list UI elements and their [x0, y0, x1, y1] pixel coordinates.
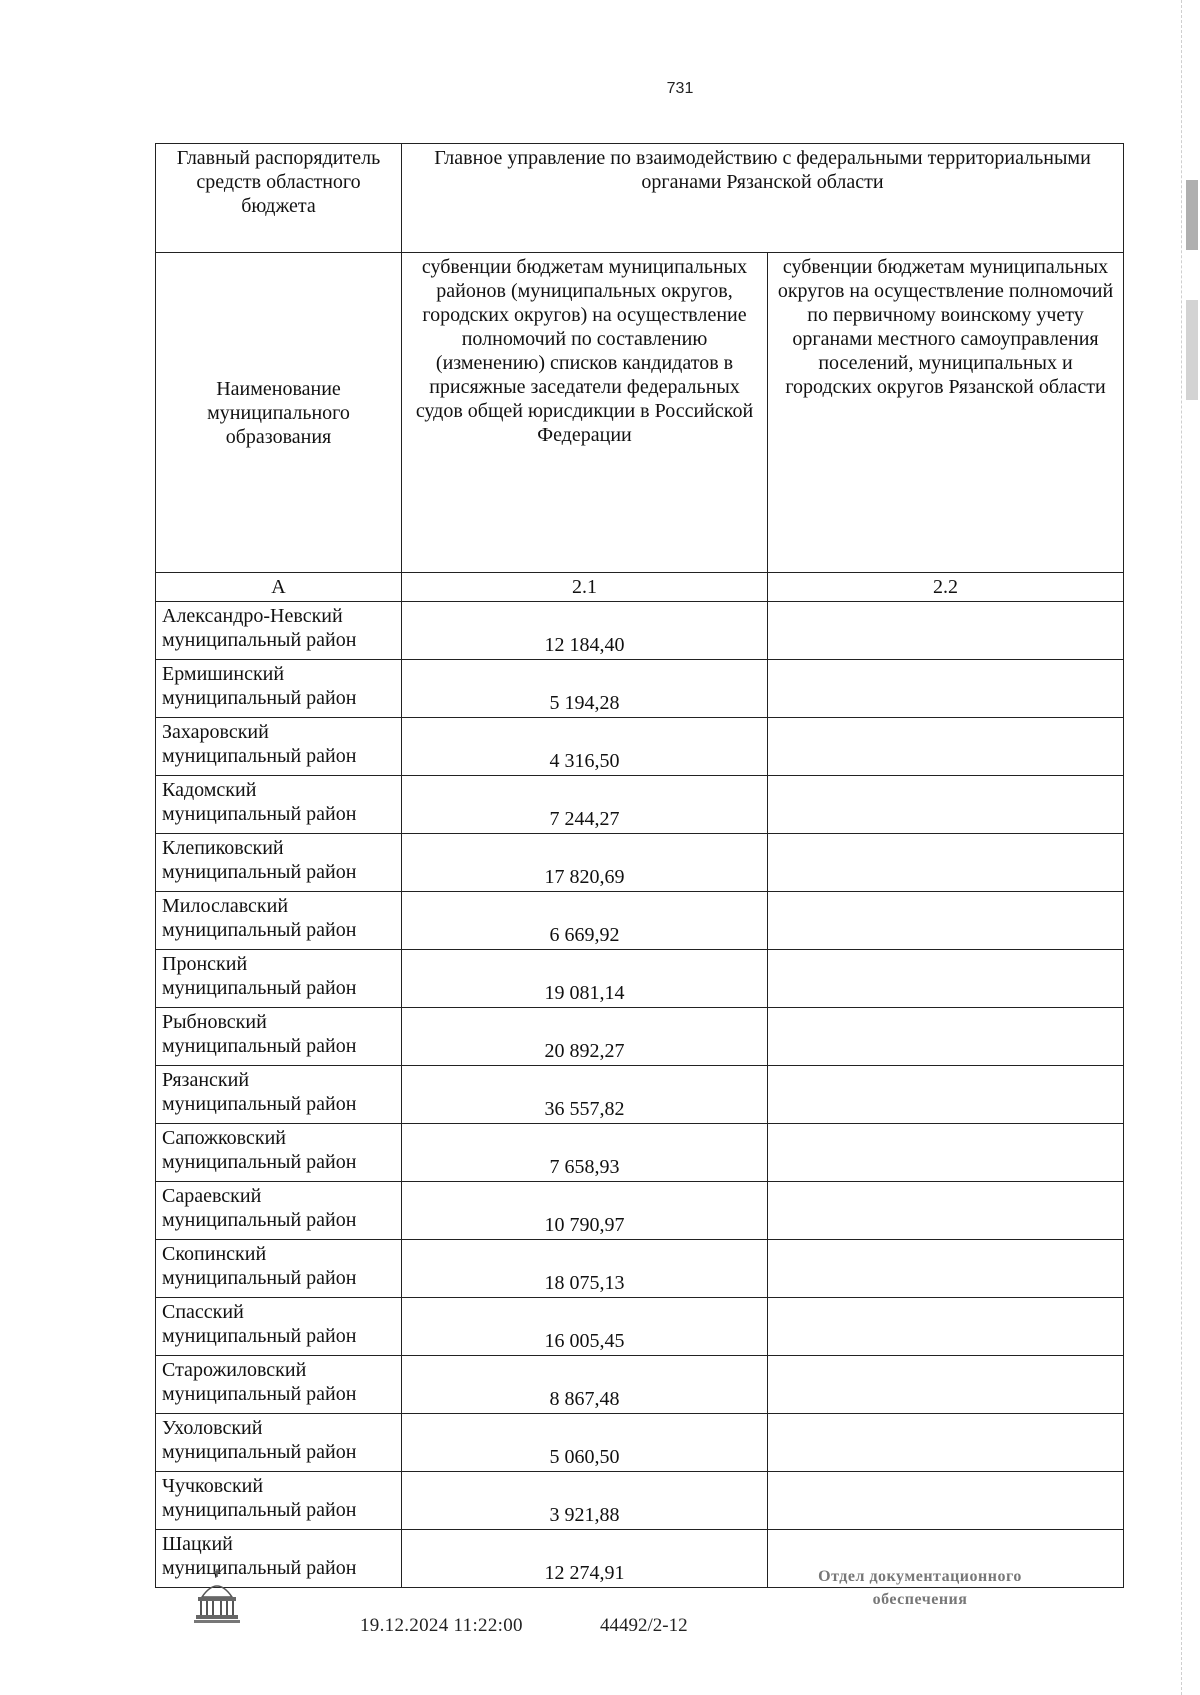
municipality-name-line1: Захаровский — [162, 721, 269, 743]
municipality-name — [156, 950, 402, 1008]
municipality-name-line1: Сараевский — [162, 1185, 262, 1207]
department-stamp-line2: обеспечения — [872, 1591, 968, 1609]
department-stamp — [760, 1565, 1080, 1611]
municipality-name — [156, 660, 402, 718]
value-2-2 — [768, 718, 1124, 776]
budget-table — [155, 143, 1124, 1588]
municipality-name-line1: Милославский — [162, 895, 289, 917]
value-2-1: 5 060,50 — [402, 1414, 768, 1472]
value-2-1: 12 184,40 — [402, 602, 768, 660]
value-2-1: 4 316,50 — [402, 718, 768, 776]
scan-mark — [1186, 300, 1198, 400]
municipality-name-line1: Рязанский — [162, 1069, 250, 1091]
municipality-name-line2: муниципальный район — [162, 1035, 357, 1057]
table-row — [156, 718, 1124, 776]
table-row — [156, 1240, 1124, 1298]
municipality-name-line2: муниципальный район — [162, 1383, 357, 1405]
value-2-1: 36 557,82 — [402, 1066, 768, 1124]
header-row-sub — [156, 253, 1124, 573]
value-2-1: 16 005,45 — [402, 1298, 768, 1356]
municipality-name — [156, 1240, 402, 1298]
municipality-name — [156, 1472, 402, 1530]
municipality-name-line1: Скопинский — [162, 1243, 267, 1265]
value-2-1: 17 820,69 — [402, 834, 768, 892]
department-stamp-line1: Отдел документационного — [818, 1568, 1022, 1585]
value-2-1: 10 790,97 — [402, 1182, 768, 1240]
municipality-name-line2: муниципальный район — [162, 1441, 357, 1463]
municipality-name-line1: Пронский — [162, 953, 248, 975]
value-2-2 — [768, 1472, 1124, 1530]
municipality-name-line2: муниципальный район — [162, 919, 357, 941]
scan-mark — [1186, 180, 1198, 250]
municipality-name-line1: Чучковский — [162, 1475, 264, 1497]
municipality-name — [156, 1066, 402, 1124]
municipality-name-line2: муниципальный район — [162, 745, 357, 767]
municipality-name-line2: муниципальный район — [162, 629, 357, 651]
table-row — [156, 950, 1124, 1008]
municipality-name-line2: муниципальный район — [162, 687, 357, 709]
municipality-name-line1: Старожиловский — [162, 1359, 307, 1381]
table-row — [156, 1008, 1124, 1066]
table-row — [156, 892, 1124, 950]
value-2-1: 12 274,91 — [402, 1530, 768, 1588]
municipality-name — [156, 776, 402, 834]
municipality-name-line2: муниципальный район — [162, 1209, 357, 1231]
code-a: А — [156, 573, 402, 602]
municipality-name-line1: Сапожковский — [162, 1127, 287, 1149]
value-2-1: 18 075,13 — [402, 1240, 768, 1298]
table-row — [156, 834, 1124, 892]
header-row-main — [156, 144, 1124, 253]
value-2-2 — [768, 602, 1124, 660]
municipality-name-line1: Клепиковский — [162, 837, 284, 859]
municipality-name — [156, 1124, 402, 1182]
table-body — [156, 602, 1124, 1588]
header-col-21-title: субвенции бюджетам муниципальных районов (муниципальных округов, городских округов) на осуществление полномочий по составлению (изменению) списков кандидатов в присяжные заседатели федеральных судов общей юрисдикции в Российской Федерации — [402, 253, 768, 573]
table-row — [156, 660, 1124, 718]
value-2-2 — [768, 834, 1124, 892]
value-2-2 — [768, 892, 1124, 950]
municipality-name-line1: Шацкий — [162, 1533, 233, 1555]
header-col-a-title: Главный распорядитель средств областного бюджета — [156, 144, 402, 253]
table-row — [156, 1182, 1124, 1240]
municipality-name-line1: Ермишинский — [162, 663, 285, 685]
municipality-name — [156, 892, 402, 950]
footer-timestamp: 19.12.2024 11:22:00 — [360, 1615, 523, 1636]
value-2-2 — [768, 1008, 1124, 1066]
value-2-2 — [768, 950, 1124, 1008]
municipality-name — [156, 602, 402, 660]
value-2-2 — [768, 1124, 1124, 1182]
table-row — [156, 1298, 1124, 1356]
value-2-1: 7 244,27 — [402, 776, 768, 834]
value-2-1: 7 658,93 — [402, 1124, 768, 1182]
municipality-name-line2: муниципальный район — [162, 1151, 357, 1173]
table-row — [156, 1414, 1124, 1472]
header-row-codes — [156, 573, 1124, 602]
header-main-title: Главное управление по взаимодействию с федеральными территориальными органами Рязанской области — [402, 144, 1124, 253]
municipality-name-line2: муниципальный район — [162, 1499, 357, 1521]
table-row — [156, 776, 1124, 834]
table-row — [156, 1124, 1124, 1182]
municipality-name — [156, 1356, 402, 1414]
page-number: 731 — [666, 80, 694, 97]
municipality-name — [156, 1182, 402, 1240]
value-2-1: 19 081,14 — [402, 950, 768, 1008]
value-2-2 — [768, 776, 1124, 834]
municipality-name-line2: муниципальный район — [162, 803, 357, 825]
footer-doc-number: 44492/2-12 — [600, 1615, 688, 1636]
municipality-name-line2: муниципальный район — [162, 1557, 357, 1579]
municipality-name-line2: муниципальный район — [162, 861, 357, 883]
municipality-name-line1: Рыбновский — [162, 1011, 267, 1033]
value-2-2 — [768, 1298, 1124, 1356]
value-2-1: 3 921,88 — [402, 1472, 768, 1530]
table-row — [156, 1472, 1124, 1530]
header-col-a-sub: Наименование муниципального образования — [156, 253, 402, 573]
municipality-name-line2: муниципальный район — [162, 1267, 357, 1289]
municipality-name-line2: муниципальный район — [162, 1325, 357, 1347]
table-row — [156, 1356, 1124, 1414]
value-2-2 — [768, 1182, 1124, 1240]
value-2-1: 6 669,92 — [402, 892, 768, 950]
duma-building-icon — [192, 1567, 242, 1625]
value-2-1: 5 194,28 — [402, 660, 768, 718]
value-2-2 — [768, 1066, 1124, 1124]
code-22: 2.2 — [768, 573, 1124, 602]
header-col-22-title: субвенции бюджетам муниципальных округов на осуществление полномочий по первичному воинскому учету органами местного самоуправления поселений, муниципальных и городских округов Рязанской области — [768, 253, 1124, 573]
value-2-2 — [768, 1414, 1124, 1472]
municipality-name-line2: муниципальный район — [162, 977, 357, 999]
municipality-name-line1: Кадомский — [162, 779, 257, 801]
value-2-1: 8 867,48 — [402, 1356, 768, 1414]
municipality-name — [156, 834, 402, 892]
value-2-1: 20 892,27 — [402, 1008, 768, 1066]
municipality-name — [156, 1414, 402, 1472]
municipality-name-line1: Спасский — [162, 1301, 244, 1323]
municipality-name-line1: Ухоловский — [162, 1417, 263, 1439]
value-2-2 — [768, 660, 1124, 718]
scan-edge-artifact — [1181, 0, 1200, 1695]
value-2-2 — [768, 1356, 1124, 1414]
table-row — [156, 1066, 1124, 1124]
municipality-name-line1: Александро-Невский — [162, 605, 343, 627]
table-row — [156, 602, 1124, 660]
code-21: 2.1 — [402, 573, 768, 602]
value-2-2 — [768, 1240, 1124, 1298]
municipality-name — [156, 718, 402, 776]
municipality-name — [156, 1008, 402, 1066]
municipality-name-line2: муниципальный район — [162, 1093, 357, 1115]
municipality-name — [156, 1298, 402, 1356]
